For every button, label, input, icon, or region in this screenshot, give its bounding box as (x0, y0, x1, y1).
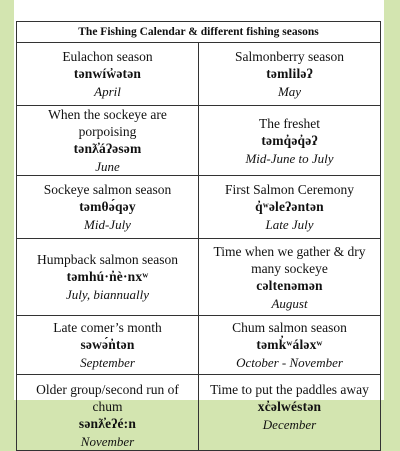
season-cell (199, 43, 381, 106)
season-cell (199, 375, 381, 451)
season-native: təmk̓ʷáləxʷ (256, 337, 323, 352)
season-english: Time when we gather & dry many sockeye (213, 243, 366, 276)
season-english: Salmonberry season (234, 49, 345, 64)
season-time: May (277, 84, 302, 99)
season-cell (199, 106, 381, 176)
table-row (17, 43, 381, 106)
season-english: Time to put the paddles away (210, 382, 369, 397)
season-time: July, biannually (65, 287, 150, 302)
season-native: tənƛ̓áʔəsəm (73, 141, 142, 156)
season-cell (17, 316, 199, 375)
season-cell (17, 176, 199, 239)
season-native: səwə́n̓tən (80, 337, 135, 352)
fishing-calendar-table (16, 21, 381, 451)
season-native: təmhú·n̓è·nxʷ (66, 269, 149, 284)
season-english: The freshet (258, 115, 321, 131)
season-cell (17, 43, 199, 106)
season-native: xc̓əlwéstən (257, 399, 322, 414)
season-native: təmq̓əq̓əʔ (261, 132, 318, 148)
season-english: When the sockeye are porpoising (48, 107, 167, 139)
season-native: təmliləʔ (266, 66, 313, 81)
season-time: October - November (236, 355, 343, 370)
season-time: Late July (265, 217, 314, 232)
season-cell (17, 375, 199, 451)
season-native: sənƛ̓eʔé:n (78, 416, 137, 431)
calendar-sheet (14, 0, 384, 449)
season-english: Older group/second run of chum (36, 382, 179, 414)
season-cell (199, 316, 381, 375)
season-native: cəltenəmən (256, 277, 323, 293)
season-time: Mid-July (84, 217, 131, 232)
table-row (17, 106, 381, 176)
table-title: The Fishing Calendar & different fishing seasons (17, 22, 381, 43)
table-row (17, 316, 381, 375)
season-english: Humpback salmon season (37, 252, 178, 267)
season-english: Eulachon season (62, 49, 153, 64)
season-time: December (262, 417, 317, 432)
table-row (17, 375, 381, 451)
season-native: tənwíw̓ətən (73, 66, 142, 81)
season-time: August (271, 295, 308, 311)
season-time: September (80, 355, 135, 370)
season-english: Late comer’s month (53, 320, 162, 335)
season-time: Mid-June to July (245, 150, 334, 166)
table-row (17, 239, 381, 316)
season-cell (17, 239, 199, 316)
season-time: June (95, 159, 120, 174)
season-english: First Salmon Ceremony (225, 182, 354, 197)
season-cell (17, 106, 199, 176)
season-time: November (80, 434, 135, 449)
season-native: q̓ʷəleʔəntən (255, 199, 324, 214)
season-english: Chum salmon season (232, 320, 347, 335)
season-native: təmθə́qəy (79, 199, 136, 214)
table-row (17, 176, 381, 239)
season-cell (199, 239, 381, 316)
season-time: April (94, 84, 121, 99)
season-cell (199, 176, 381, 239)
season-english: Sockeye salmon season (43, 182, 172, 197)
